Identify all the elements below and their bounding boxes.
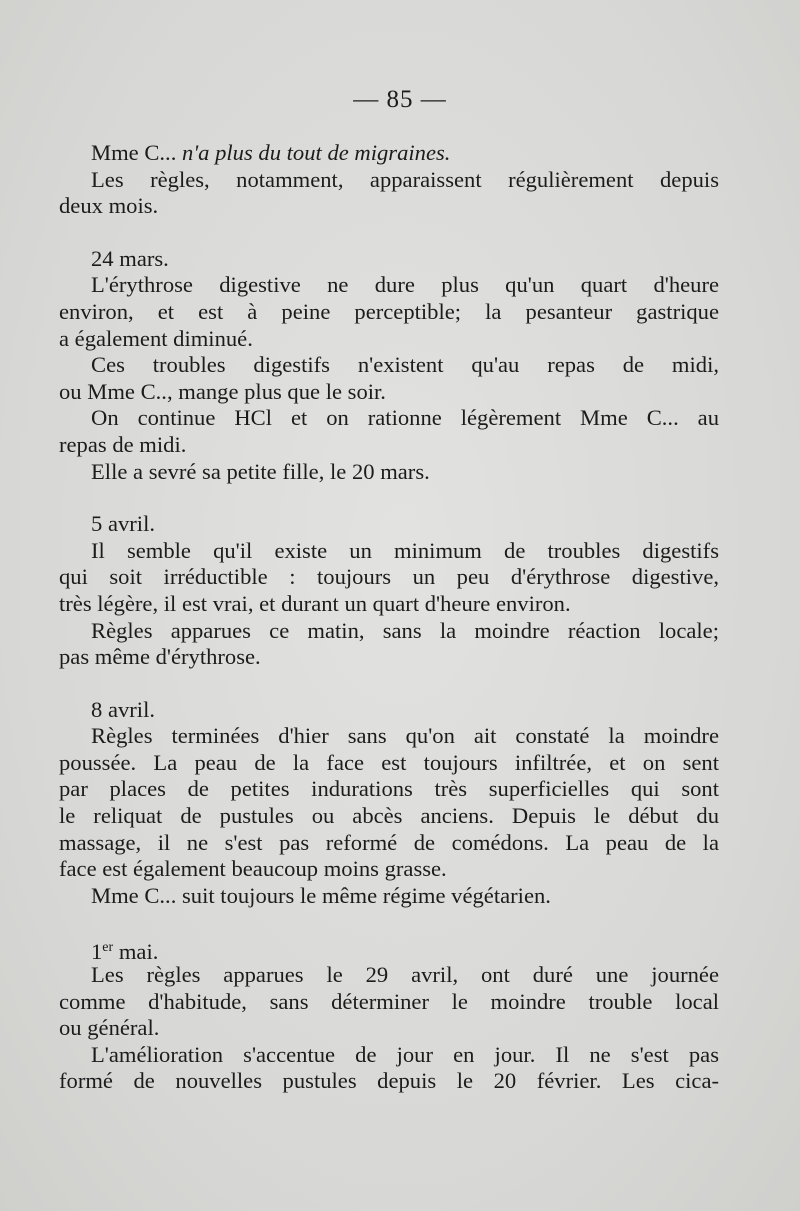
paragraph-line: deux mois. (59, 193, 159, 219)
paragraph-line: On continue HCl et on rationne légèrement Mme C... au (91, 405, 719, 431)
paragraph-line: Mme C... suit toujours le même régime végétarien. (91, 882, 551, 908)
paragraph-line: qui soit irréductible : toujours un peu d'érythrose digestive, (59, 564, 719, 590)
page-number: — 85 — (353, 86, 447, 113)
body-text (59, 140, 719, 1095)
paragraph-line: très légère, il est vrai, et durant un quart d'heure environ. (59, 590, 571, 616)
paragraph-line: Ces troubles digestifs n'existent qu'au repas de midi, (91, 352, 719, 378)
paragraph-line: le reliquat de pustules ou abcès anciens. Depuis le début du (59, 803, 719, 829)
paragraph-line: repas de midi. (59, 431, 187, 457)
date-heading: 5 avril. (91, 511, 155, 537)
paragraph-line: face est également beaucoup moins grasse. (59, 856, 447, 882)
paragraph-line: comme d'habitude, sans déterminer le moindre trouble local (59, 988, 719, 1014)
paragraph-line: Il semble qu'il existe un minimum de troubles digestifs (91, 537, 719, 563)
paragraph-line: environ, et est à peine perceptible; la pesanteur gastrique (59, 298, 719, 324)
paragraph-line: L'amélioration s'accentue de jour en jour. Il ne s'est pas (91, 1041, 719, 1067)
paragraph-line: ou Mme C.., mange plus que le soir. (59, 378, 386, 404)
paragraph-line: Règles terminées d'hier sans qu'on ait constaté la moindre (91, 723, 719, 749)
paragraph-line: Règles apparues ce matin, sans la moindre réaction locale; (91, 617, 719, 643)
paragraph-line: Les règles, notamment, apparaissent régulièrement depuis (91, 166, 719, 192)
date-heading: 24 mars. (91, 245, 169, 271)
paragraph-line: formé de nouvelles pustules depuis le 20 février. Les cica- (59, 1068, 719, 1094)
paragraph-line: Elle a sevré sa petite fille, le 20 mars. (91, 458, 430, 484)
paragraph-line: Les règles apparues le 29 avril, ont duré une journée (91, 962, 719, 988)
paragraph-line: a également diminué. (59, 325, 253, 351)
paragraph-line: L'érythrose digestive ne dure plus qu'un quart d'heure (91, 272, 719, 298)
paragraph-line: Mme C... n'a plus du tout de migraines. (91, 140, 451, 165)
paragraph-line: poussée. La peau de la face est toujours infiltrée, et on sent (59, 749, 719, 775)
paragraph-line: pas même d'érythrose. (59, 644, 261, 670)
date-heading: 1er mai. (91, 939, 159, 965)
paragraph-line: massage, il ne s'est pas reformé de comédons. La peau de la (59, 829, 719, 855)
paragraph-line: ou général. (59, 1015, 160, 1041)
date-heading: 8 avril. (91, 696, 155, 722)
paragraph-line: par places de petites indurations très superficielles qui sont (59, 776, 719, 802)
